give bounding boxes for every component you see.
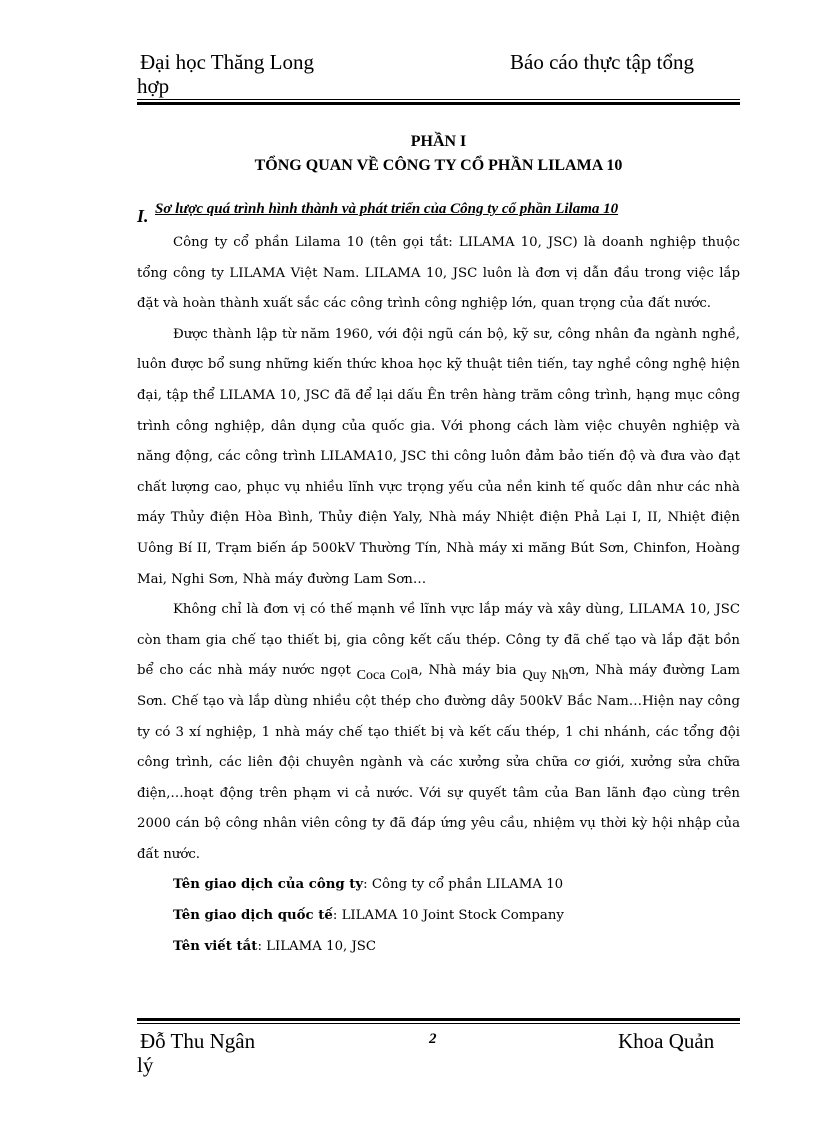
header-rule-thin (137, 99, 740, 100)
footer-rule-thick (137, 1018, 740, 1021)
header-wrap-text: hợp (137, 74, 170, 98)
info-abbreviation (137, 932, 740, 963)
paragraph-3-part-a: Không chỉ là đơn vị có thế mạnh về lĩnh vực lắp máy và xây dùng, LILAMA 10, JSC còn tham gia chế tạo thiết bị, gia công kết cấu thép. Công ty đã chế tạo và lắp đặt bồn bể cho các nhà máy nước ngọt (137, 602, 740, 679)
footer-author: Đỗ Thu Ngân (140, 1029, 256, 1053)
info-label: Tên viết tắt (173, 938, 258, 954)
info-trade-name (137, 870, 740, 901)
info-label: Tên giao dịch quốc tế (173, 908, 333, 924)
paragraph-2: Được thành lập từ năm 1960, với đội ngũ cán bộ, kỹ sư, công nhân đa ngành nghề, luôn được bổ sung những kiến thức khoa học kỹ thuật tiên tiến, tay nghề công nghệ hiện đại, tập thể LILAMA 10, JSC đã để lại dấu Ên trên hàng trăm công trình, hạng mục công trình công nghiệp, dân dụng của quốc gia. Với phong cách làm việc chuyên nghiệp và năng động, các công trình LILAMA10, JSC thi công luôn đảm bảo tiến độ và đưa vào đạt chất lượng cao, phục vụ nhiều lĩnh vực trọng yếu của nền kinh tế quốc dân như các nhà máy Thủy điện Hòa Bình, Thủy điện Yaly, Nhà máy Nhiệt điện Phả Lại I, II, Nhiệt điện Uông Bí II, Trạm biến áp 500kV Thường Tín, Nhà máy xi măng Bút Sơn, Chinfon, Hoàng Mai, Nghi Sơn, Nhà máy đường Lam Sơn… (137, 326, 740, 587)
header-right-text: Báo cáo thực tập tổng (510, 50, 694, 74)
page-number: 2 (429, 1031, 437, 1047)
info-international-name (137, 901, 740, 932)
info-value: : LILAMA 10 Joint Stock Company (332, 908, 564, 924)
footer-right-text: Khoa Quản (618, 1029, 715, 1053)
info-value: : Công ty cổ phần LILAMA 10 (363, 877, 564, 893)
paragraph-3 (137, 595, 740, 870)
part-title: PHẦN I (410, 133, 467, 150)
footer-wrap-text: lý (137, 1053, 154, 1077)
paragraph-3-part-c: ơn, Nhà máy đường Lam Sơn. Chế tạo và lắp dùng nhiều cột thép cho đường dây 500kV Bắc Nam…Hiện nay công ty có 3 xí nghiệp, 1 nhà máy chế tạo thiết bị và kết cấu thép, 1 chi nhánh, các tổng đội công trình, các liên đội chuyên ngành và các xưởng sửa chữa cơ giới, xưởng sửa chữa điện,…hoạt động trên phạm vi cả nước. Với sự quyết tâm của Ban lãnh đạo cùng trên 2000 cán bộ công nhân viên công ty đã đáp ứng yêu cầu, nhiệm vụ thời kỳ hội nhập của đất nước. (137, 663, 740, 862)
section-title: Sơ lược quá trình hình thành và phát triển của Công ty cổ phần Lilama 10 (155, 201, 619, 217)
quy-nhon-text: Quy Nh (522, 668, 569, 684)
coca-cola-text: Coca Col (356, 668, 411, 684)
header-left-text: Đại học Thăng Long (140, 50, 314, 74)
info-label: Tên giao dịch của công ty (173, 877, 364, 893)
header-rule-thick (137, 102, 740, 105)
info-value: : LILAMA 10, JSC (257, 938, 377, 954)
body-text (137, 228, 740, 962)
section-number: I. (137, 206, 149, 226)
paragraph-3-part-b: a, Nhà máy bia (410, 663, 523, 679)
part-subtitle: TỔNG QUAN VỀ CÔNG TY CỔ PHẦN LILAMA 10 (254, 157, 623, 174)
paragraph-1: Công ty cổ phần Lilama 10 (tên gọi tắt: LILAMA 10, JSC) là doanh nghiệp thuộc tổng công ty LILAMA Việt Nam. LILAMA 10, JSC luôn là đơn vị dẫn đầu trong việc lắp đặt và hoàn thành xuất sắc các công trình công nghiệp lớn, quan trọng của đất nước. (137, 235, 740, 312)
footer-rule-thin (137, 1023, 740, 1024)
